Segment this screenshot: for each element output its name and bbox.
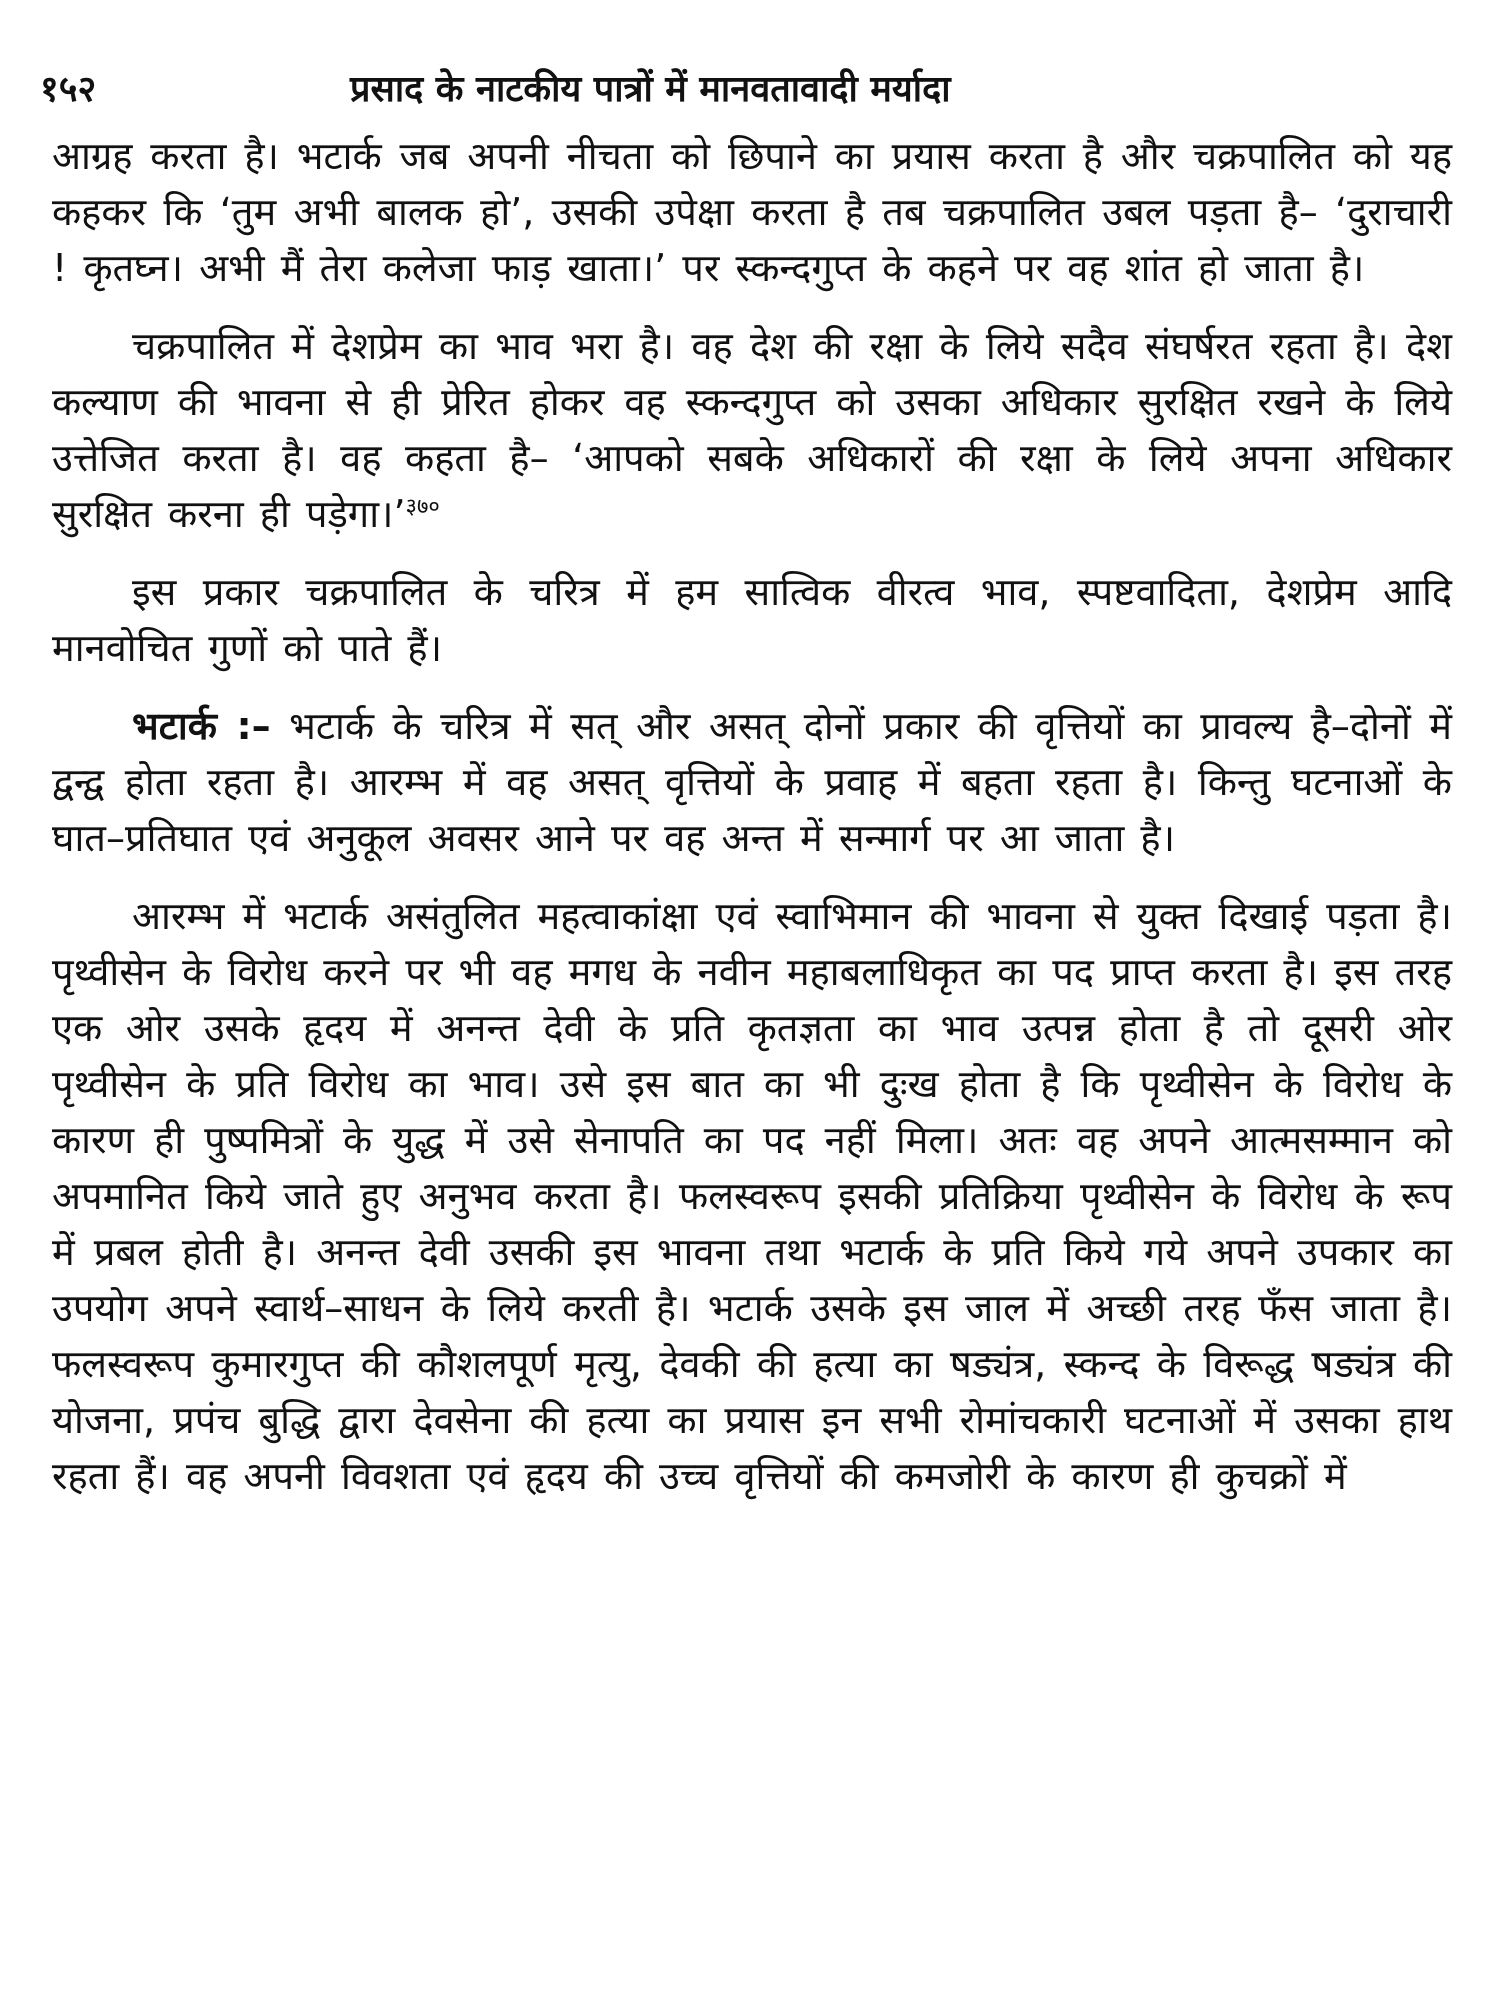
paragraph-1-text: आग्रह करता है। भटार्क जब अपनी नीचता को छिपाने का प्रयास करता है और चक्रपालित को यह कहकर कि ‘तुम अभी बालक हो’, उसकी उपेक्षा करता है तब चक्रपालित उबल पड़ता है– ‘दुराचारी ! कृतघ्न। अभी मैं तेरा कलेजा फाड़ खाता।’ पर स्कन्दगुप्त के कहने पर वह शांत हो जाता है।	[52, 134, 1452, 290]
page-body	[52, 128, 1452, 1504]
paragraph-2	[52, 318, 1452, 542]
footnote-reference: ३७०	[405, 494, 440, 520]
character-heading: भटार्क :–	[132, 704, 271, 748]
paragraph-2-text: चक्रपालित में देशप्रेम का भाव भरा है। वह देश की रक्षा के लिये सदैव संघर्षरत रहता है। देश कल्याण की भावना से ही प्रेरित होकर वह स्कन्दगुप्त को उसका अधिकार सुरक्षित रखने के लिये उत्तेजित करता है। वह कहता है– ‘आपको सबके अधिकारों की रक्षा के लिये अपना अधिकार सुरक्षित करना ही पड़ेगा।’	[52, 324, 1452, 536]
paragraph-5-text: आरम्भ में भटार्क असंतुलित महत्वाकांक्षा एवं स्वाभिमान की भावना से युक्त दिखाई पड़ता है। पृथ्वीसेन के विरोध करने पर भी वह मगध के नवीन महाबलाधिकृत का पद प्राप्त करता है। इस तरह एक ओर उसके हृदय में अनन्त देवी के प्रति कृतज्ञता का भाव उत्पन्न होता है तो दूसरी ओर पृथ्वीसेन के प्रति विरोध का भाव। उसे इस बात का भी दुःख होता है कि पृथ्वीसेन के विरोध के कारण ही पुष्पमित्रों के युद्ध में उसे सेनापति का पद नहीं मिला। अतः वह अपने आत्मसम्मान को अपमानित किये जाते हुए अनुभव करता है। फलस्वरूप इसकी प्रतिक्रिया पृथ्वीसेन के विरोध के रूप में प्रबल होती है। अनन्त देवी उसकी इस भावना तथा भटार्क के प्रति किये गये अपने उपकार का उपयोग अपने स्वार्थ–साधन के लिये करती है। भटार्क उसके इस जाल में अच्छी तरह फँस जाता है। फलस्वरूप कुमारगुप्त की कौशलपूर्ण मृत्यु, देवकी की हत्या का षड्यंत्र, स्कन्द के विरूद्ध षड्यंत्र की योजना, प्रपंच बुद्धि द्वारा देवसेना की हत्या का प्रयास इन सभी रोमांचकारी घटनाओं में उसका हाथ रहता हैं। वह अपनी विवशता एवं हृदय की उच्च वृत्तियों की कमजोरी के कारण ही कुचक्रों में	[52, 894, 1452, 1498]
paragraph-4	[52, 698, 1452, 866]
running-title: प्रसाद के नाटकीय पात्रों में मानवतावादी मर्यादा	[350, 69, 951, 110]
paragraph-1	[52, 128, 1452, 296]
paragraph-3-text: इस प्रकार चक्रपालित के चरित्र में हम सात्विक वीरत्व भाव, स्पष्टवादिता, देशप्रेम आदि मानवोचित गुणों को पाते हैं।	[52, 570, 1452, 670]
paragraph-3	[52, 564, 1452, 676]
paragraph-4-text: भटार्क के चरित्र में सत् और असत् दोनों प्रकार की वृत्तियों का प्रावल्य है–दोनों में द्वन्द्व होता रहता है। आरम्भ में वह असत् वृत्तियों के प्रवाह में बहता रहता है। किन्तु घटनाओं के घात–प्रतिघात एवं अनुकूल अवसर आने पर वह अन्त में सन्मार्ग पर आ जाता है।	[52, 704, 1452, 860]
paragraph-5	[52, 888, 1452, 1504]
page-number: १५२	[40, 69, 97, 110]
page-header	[40, 60, 1460, 120]
